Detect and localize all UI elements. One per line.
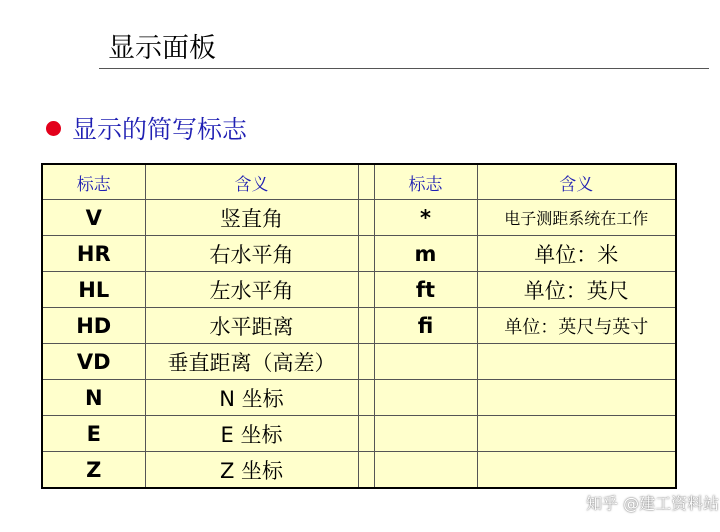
meaning-cell: N 坐标 — [145, 380, 358, 416]
symbol-cell: fi — [374, 308, 477, 344]
table-header-row — [42, 164, 676, 200]
meaning-cell — [477, 416, 676, 452]
column-gap — [358, 236, 374, 272]
meaning-cell — [477, 344, 676, 380]
symbol-cell: N — [42, 380, 145, 416]
symbol-cell: m — [374, 236, 477, 272]
header-symbol-left: 标志 — [42, 164, 145, 200]
section-heading-text: 显示的简写标志 — [72, 115, 248, 144]
meaning-cell — [477, 452, 676, 489]
meaning-cell: 垂直距离（高差） — [145, 344, 358, 380]
bullet-dot-icon — [46, 121, 61, 136]
table-row — [42, 308, 676, 344]
table-row — [42, 236, 676, 272]
meaning-cell: 单位：英尺与英寸 — [477, 308, 676, 344]
meaning-cell: 竖直角 — [145, 200, 358, 236]
header-meaning-right: 含义 — [477, 164, 676, 200]
meaning-cell: E 坐标 — [145, 416, 358, 452]
symbol-cell: V — [42, 200, 145, 236]
column-gap — [358, 272, 374, 308]
symbol-cell: Z — [42, 452, 145, 489]
abbreviation-table — [41, 163, 677, 489]
table-row — [42, 452, 676, 489]
symbol-cell: HD — [42, 308, 145, 344]
table-row — [42, 344, 676, 380]
symbol-cell: E — [42, 416, 145, 452]
title-divider — [99, 68, 709, 69]
meaning-cell: Z 坐标 — [145, 452, 358, 489]
meaning-cell: 电子测距系统在工作 — [477, 200, 676, 236]
watermark: 知乎 @建工资料站 — [586, 494, 720, 513]
header-symbol-right: 标志 — [374, 164, 477, 200]
symbol-cell: ft — [374, 272, 477, 308]
meaning-cell: 左水平角 — [145, 272, 358, 308]
column-gap — [358, 452, 374, 489]
column-gap — [358, 308, 374, 344]
table-row — [42, 272, 676, 308]
symbol-cell — [374, 416, 477, 452]
header-meaning-left: 含义 — [145, 164, 358, 200]
symbol-cell: VD — [42, 344, 145, 380]
meaning-cell: 单位：英尺 — [477, 272, 676, 308]
symbol-cell: HR — [42, 236, 145, 272]
symbol-cell — [374, 452, 477, 489]
section-heading — [46, 110, 247, 146]
meaning-cell: 单位：米 — [477, 236, 676, 272]
column-gap — [358, 416, 374, 452]
meaning-cell — [477, 380, 676, 416]
symbol-cell: * — [374, 200, 477, 236]
symbol-cell — [374, 380, 477, 416]
column-gap — [358, 200, 374, 236]
table-row — [42, 200, 676, 236]
symbol-cell: HL — [42, 272, 145, 308]
table-row — [42, 380, 676, 416]
page-title: 显示面板 — [108, 33, 216, 64]
column-gap — [358, 164, 374, 200]
column-gap — [358, 380, 374, 416]
meaning-cell: 右水平角 — [145, 236, 358, 272]
symbol-cell — [374, 344, 477, 380]
meaning-cell: 水平距离 — [145, 308, 358, 344]
column-gap — [358, 344, 374, 380]
table-row — [42, 416, 676, 452]
